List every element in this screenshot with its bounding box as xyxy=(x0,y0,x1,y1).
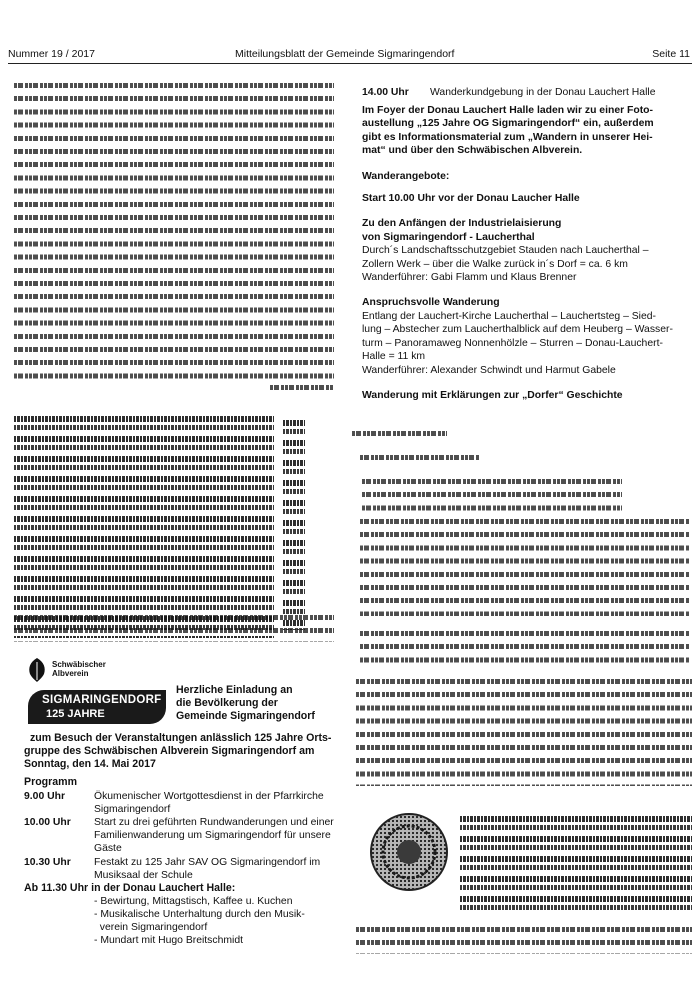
circular-seal-image xyxy=(368,812,450,892)
albverein-leaf-icon xyxy=(26,656,48,684)
list-item: verein Sigmaringendorf xyxy=(94,922,208,933)
hike1-title: Zu den Anfängen der Industrielaisierung von Sigmaringendorf - Laucherthal xyxy=(362,218,562,243)
illegible-image-block xyxy=(14,416,274,638)
illegible-text-block xyxy=(360,516,690,616)
issue-number: Nummer 19 / 2017 xyxy=(8,48,95,60)
kundgebung-time: 14.00 Uhr xyxy=(362,87,409,98)
newsletter-title: Mitteilungsblatt der Gemeinde Sigmaringendorf xyxy=(235,48,455,60)
invitation-heading: Herzliche Einladung an die Bevölkerung der Gemeinde Sigmaringendorf xyxy=(176,684,315,722)
list-item: - Musikalische Unterhaltung durch den Musik- xyxy=(94,909,305,920)
banner-line1: SIGMARINGENDORF xyxy=(42,694,162,706)
illegible-text-block xyxy=(356,676,692,786)
logo-text-line1: Schwäbischer xyxy=(52,660,106,669)
illegible-text-line xyxy=(360,452,480,466)
invitation-intro: zum Besuch der Veranstaltungen anlässlich 125 Jahre Orts- gruppe des Schwäbischen Albverein Sigmaringendorf am Sonntag, den 14. Mai 2017 xyxy=(24,732,332,770)
hike3-title: Wanderung mit Erklärungen zur „Dorfer“ Geschichte xyxy=(362,389,623,401)
hike1-description: Durch´s Landschaftsschutzgebiet Stauden nach Laucherthal – Zollern Werk – über die Walke zurück in´s Dorf = ca. 6 km Wanderführer: Gabi Flamm und Klaus Brenner xyxy=(362,245,649,284)
illegible-text-line xyxy=(352,428,447,442)
offers-heading: Wanderangebote: xyxy=(362,170,450,182)
illegible-text-line xyxy=(14,612,334,642)
illegible-text-block xyxy=(356,924,692,954)
hike2-description: Entlang der Lauchert-Kirche Laucherthal – Lauchertsteg – Sied- lung – Abstecher zum Laucherthalblick auf dem Heuberg – Wasser- turm – Panoramaweg Nonnenhölzle – Sturren – Donau-Lauchert- Halle = 11 km Wanderführer: Alexander Schwindt und Harmut Gabele xyxy=(362,310,673,376)
foyer-paragraph: Im Foyer der Donau Lauchert Halle laden wir zu einer Foto- austellung „125 Jahre OG Sigmaringendorf“ ein, außerdem gibt es Informationsmaterial zum „Wandern in unserer Hei- mat“ und über den Schwäbischen Albverein. xyxy=(362,105,654,157)
illegible-text-line xyxy=(270,382,334,396)
program-heading: Programm xyxy=(24,776,77,788)
right-article xyxy=(362,86,692,402)
header-rule xyxy=(8,63,692,64)
start-info: Start 10.00 Uhr vor der Donau Laucher Halle xyxy=(362,193,580,205)
albverein-logo xyxy=(24,654,106,688)
kundgebung-desc: Wanderkundgebung in der Donau Lauchert Halle xyxy=(430,87,656,98)
illegible-text-block xyxy=(360,628,690,668)
hall-program-list xyxy=(94,895,344,947)
hike2-title: Anspruchsvolle Wanderung xyxy=(362,297,500,309)
page-number: Seite 11 xyxy=(652,48,690,60)
list-item: - Mundart mit Hugo Breitschmidt xyxy=(94,935,243,946)
illegible-text-block xyxy=(460,816,692,916)
jubilee-banner xyxy=(28,690,166,724)
banner-line2: 125 JAHRE xyxy=(46,708,105,720)
illegible-text-block xyxy=(362,476,622,512)
illegible-text-block xyxy=(14,80,334,380)
hall-heading: Ab 11.30 Uhr in der Donau Lauchert Halle: xyxy=(24,882,236,894)
list-item: - Bewirtung, Mittagstisch, Kaffee u. Kuchen xyxy=(94,896,293,907)
illegible-image-block xyxy=(283,420,305,630)
logo-text-line2: Albverein xyxy=(52,669,89,678)
